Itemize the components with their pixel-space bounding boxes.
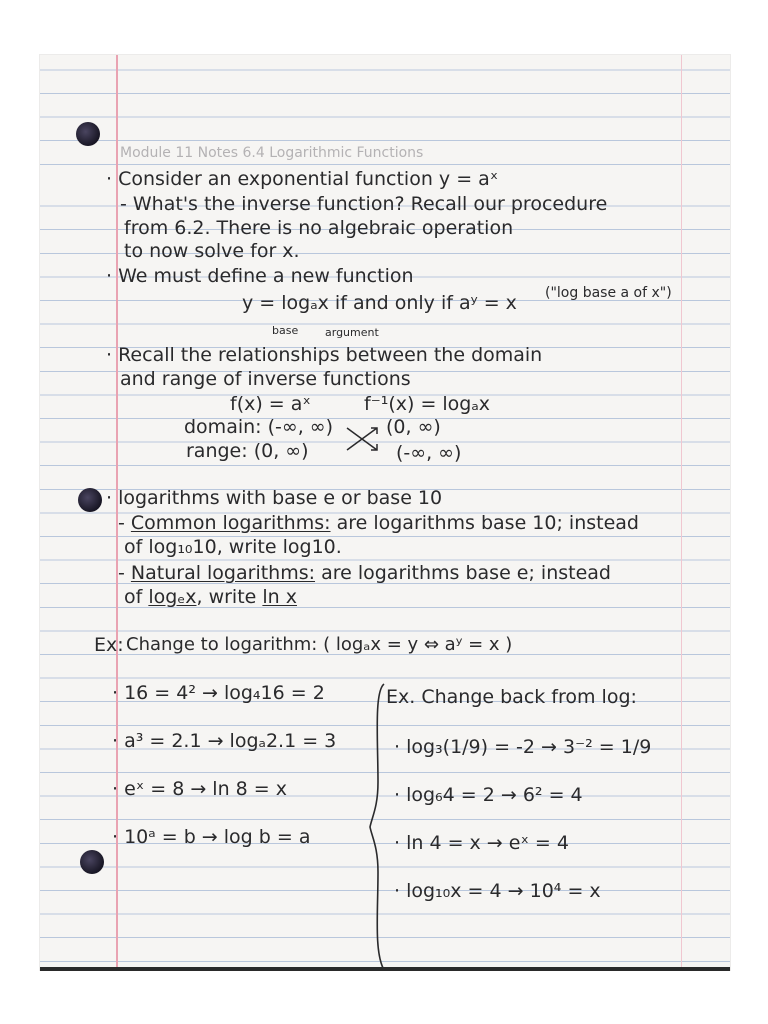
- function-expression: f(x) = aˣ: [230, 393, 311, 415]
- note-line: - Common logarithms: are logarithms base 10; instead: [118, 512, 639, 534]
- example-left-4: · 10ᵃ = b → log b = a: [112, 826, 311, 848]
- swap-arrows-icon: [345, 424, 381, 454]
- example-right-4: · log₁₀x = 4 → 10⁴ = x: [394, 880, 601, 902]
- right-margin-line: [681, 55, 682, 970]
- note-line: to now solve for x.: [124, 240, 300, 262]
- inverse-function-expression: f⁻¹(x) = logₐx: [364, 393, 491, 415]
- curly-brace-divider: [368, 682, 390, 972]
- log-e-term: logₑx: [148, 586, 197, 608]
- ln-term: ln x: [262, 586, 297, 608]
- note-line: · logarithms with base e or base 10: [106, 487, 443, 509]
- natural-log-term: Natural logarithms:: [130, 562, 316, 584]
- range-row: range: (0, ∞): [186, 440, 309, 462]
- note-line: of logₑx, write ln x: [124, 586, 297, 608]
- log-definition-note: ("log base a of x"): [545, 285, 672, 301]
- common-log-term: Common logarithms:: [130, 512, 331, 534]
- domain-inverse: (0, ∞): [386, 416, 441, 438]
- base-label: base: [272, 324, 299, 337]
- example-left-3: · eˣ = 8 → ln 8 = x: [112, 778, 287, 800]
- example-instruction: Change to logarithm: ( logₐx = y ⇔ aʸ = x ): [126, 634, 513, 655]
- note-line: - Natural logarithms: are logarithms base e; instead: [118, 562, 611, 584]
- note-line: - What's the inverse function? Recall our procedure: [120, 193, 608, 215]
- log-definition: y = logₐx if and only if aʸ = x: [242, 292, 517, 314]
- note-line: and range of inverse functions: [120, 368, 411, 390]
- example-right-3: · ln 4 = x → eˣ = 4: [394, 832, 569, 854]
- example-right-title: Ex. Change back from log:: [386, 686, 637, 708]
- note-line: from 6.2. There is no algebraic operation: [124, 217, 514, 239]
- note-line: · Consider an exponential function y = aˣ: [106, 168, 499, 190]
- note-line: · Recall the relationships between the domain: [106, 344, 543, 366]
- example-right-2: · log₆4 = 2 → 6² = 4: [394, 784, 583, 806]
- page-heading: Module 11 Notes 6.4 Logarithmic Functions: [120, 145, 424, 161]
- binder-hole-bottom: [80, 850, 104, 874]
- note-line: · We must define a new function: [106, 265, 414, 287]
- note-line: of log₁₀10, write log10.: [124, 536, 342, 558]
- example-right-1: · log₃(1/9) = -2 → 3⁻² = 1/9: [394, 736, 652, 758]
- binder-hole-top: [76, 122, 100, 146]
- argument-label: argument: [325, 326, 379, 339]
- example-label: Ex:: [94, 634, 124, 656]
- binder-hole-middle: [78, 488, 102, 512]
- example-left-2: · a³ = 2.1 → logₐ2.1 = 3: [112, 730, 337, 752]
- range-inverse: (-∞, ∞): [396, 442, 462, 464]
- example-left-1: · 16 = 4² → log₄16 = 2: [112, 682, 325, 704]
- domain-row: domain: (-∞, ∞): [184, 416, 334, 438]
